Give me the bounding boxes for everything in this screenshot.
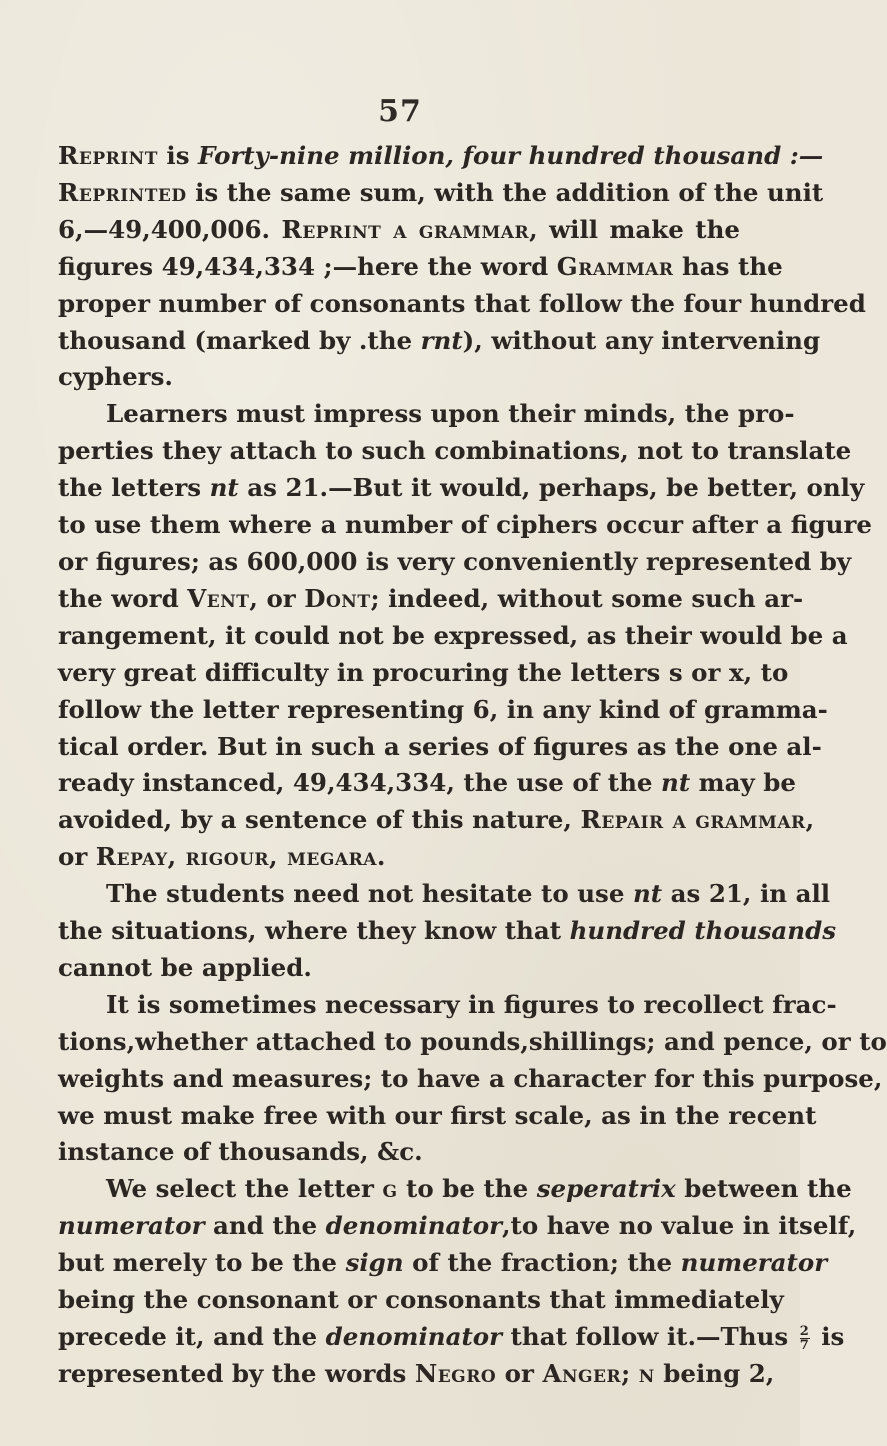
italic-word: numerator bbox=[680, 1248, 828, 1278]
text-line bbox=[58, 175, 824, 212]
text-span: and the bbox=[204, 1211, 326, 1241]
italic-word: numerator bbox=[58, 1211, 205, 1241]
text-span: 6,—49,400,006. bbox=[58, 214, 282, 244]
italic-phrase: Forty-nine million, four hundred thousand :— bbox=[198, 141, 824, 170]
text-line bbox=[58, 913, 837, 950]
text-span: , will make the bbox=[529, 214, 740, 244]
text-span: very great difficulty in procuring the letters s or x, to bbox=[58, 657, 789, 687]
fraction-two-sevenths bbox=[800, 1326, 810, 1351]
text-span: the letters bbox=[58, 473, 210, 503]
text-span: the situations, where they know that bbox=[58, 916, 570, 946]
smallcaps-word: Reprint bbox=[58, 141, 158, 170]
text-span: , bbox=[805, 805, 815, 835]
text-span: is the same sum, with the addition of the unit bbox=[186, 177, 824, 207]
italic-phrase: hundred thousands bbox=[569, 916, 837, 946]
text-span: to use them where a number of ciphers occur after a figure bbox=[58, 510, 872, 540]
text-span: may be bbox=[690, 768, 796, 798]
text-span: is bbox=[157, 141, 199, 170]
text-line bbox=[58, 544, 852, 581]
text-span: ready instanced, 49,434,334, the use of the bbox=[58, 768, 662, 798]
text-line bbox=[58, 839, 740, 876]
text-span: or bbox=[496, 1358, 543, 1388]
text-line bbox=[58, 987, 837, 1024]
text-span: , or bbox=[249, 583, 305, 613]
fraction-numerator: 2 bbox=[799, 1324, 809, 1339]
text-line bbox=[58, 249, 783, 286]
text-line bbox=[58, 802, 815, 839]
text-span: or figures; as 600,000 is very conveniently represented by bbox=[58, 546, 852, 576]
text-span: or bbox=[58, 842, 96, 872]
text-line bbox=[58, 1208, 857, 1245]
text-line bbox=[58, 507, 872, 544]
italic-word: nt bbox=[661, 768, 691, 798]
text-line bbox=[58, 1024, 887, 1061]
smallcaps-phrase: Repair a grammar bbox=[580, 805, 806, 835]
text-line bbox=[58, 359, 740, 396]
text-line bbox=[58, 876, 831, 913]
text-span: Learners must impress upon their minds, the pro- bbox=[106, 399, 795, 429]
text-span: being 2, bbox=[654, 1358, 775, 1388]
text-span: as 21.—But it would, perhaps, be better, only bbox=[238, 473, 865, 503]
smallcaps-phrase: Reprint a grammar bbox=[281, 214, 530, 244]
text-span: that follow it.—Thus bbox=[502, 1322, 797, 1351]
text-line bbox=[58, 396, 795, 433]
smallcaps-letter: n bbox=[638, 1358, 655, 1388]
text-line bbox=[58, 1356, 775, 1393]
text-span: between the bbox=[675, 1174, 852, 1204]
text-span: . bbox=[376, 842, 386, 872]
text-span: being the consonant or consonants that immediately bbox=[58, 1285, 784, 1315]
text-line bbox=[58, 212, 740, 249]
text-line bbox=[58, 655, 789, 692]
text-line bbox=[58, 1245, 828, 1282]
italic-word: sign bbox=[345, 1248, 404, 1278]
text-line bbox=[58, 323, 821, 360]
text-line bbox=[58, 1098, 817, 1135]
italic-word: nt bbox=[632, 879, 663, 909]
page-number: 57 bbox=[378, 94, 422, 129]
text-span: proper number of consonants that follow the four hundred bbox=[58, 288, 866, 318]
text-line bbox=[58, 1134, 740, 1171]
italic-word: denominator bbox=[325, 1211, 502, 1241]
text-line bbox=[58, 729, 822, 766]
text-span: ), without any intervening bbox=[462, 325, 821, 355]
text-span: rangement, it could not be expressed, as their would be a bbox=[58, 620, 848, 650]
text-span: instance of thousands, &c. bbox=[58, 1137, 423, 1167]
smallcaps-word: Grammar bbox=[556, 251, 674, 281]
text-span: tical order. But in such a series of figures as the one al- bbox=[58, 731, 822, 761]
text-span: to be the bbox=[397, 1174, 537, 1204]
smallcaps-word: Vent bbox=[187, 583, 250, 613]
text-span: ; indeed, without some such ar- bbox=[370, 583, 804, 613]
text-span: We select the letter bbox=[106, 1174, 383, 1204]
text-span: ,to have no value in itself, bbox=[501, 1211, 857, 1241]
text-span: The students need not hesitate to use bbox=[106, 879, 633, 909]
smallcaps-word: Anger bbox=[542, 1358, 622, 1388]
text-line bbox=[58, 286, 866, 323]
smallcaps-letter: g bbox=[382, 1174, 398, 1204]
text-line bbox=[58, 470, 865, 507]
text-line bbox=[58, 765, 796, 802]
text-span: but merely to be the bbox=[58, 1248, 346, 1278]
text-span: precede it, and the bbox=[58, 1322, 326, 1351]
text-span: avoided, by a sentence of this nature, bbox=[58, 805, 581, 835]
text-span: perties they attach to such combinations, not to translate bbox=[58, 436, 852, 466]
text-line bbox=[58, 1171, 852, 1208]
text-span: It is sometimes necessary in figures to recollect frac- bbox=[106, 989, 837, 1019]
text-span: as 21, in all bbox=[662, 879, 831, 909]
text-span: cyphers. bbox=[58, 362, 173, 392]
italic-word: denominator bbox=[325, 1322, 503, 1351]
text-line bbox=[58, 1061, 883, 1098]
text-span: is bbox=[812, 1322, 845, 1351]
text-span: has the bbox=[673, 251, 783, 281]
text-span: ; bbox=[621, 1358, 639, 1388]
text-line bbox=[58, 581, 804, 618]
text-span: cannot be applied. bbox=[58, 952, 312, 982]
smallcaps-phrase: Repay, rigour, megara bbox=[95, 842, 377, 872]
fraction-denominator: 7 bbox=[799, 1338, 809, 1353]
text-span: thousand (marked by .the bbox=[58, 325, 421, 355]
text-span: figures 49,434,334 ;—here the word bbox=[58, 251, 557, 281]
text-span: of the fraction; the bbox=[403, 1248, 681, 1278]
text-line bbox=[58, 1319, 845, 1356]
smallcaps-word: Negro bbox=[414, 1358, 497, 1388]
text-span: weights and measures; to have a character for this purpose, bbox=[58, 1063, 883, 1093]
text-line bbox=[58, 433, 852, 470]
text-span: we must make free with our first scale, as in the recent bbox=[58, 1100, 817, 1130]
text-line bbox=[58, 138, 824, 175]
smallcaps-word: Dont bbox=[304, 583, 371, 613]
smallcaps-word: Reprinted bbox=[58, 177, 187, 207]
italic-word: rnt bbox=[420, 325, 463, 355]
body-text bbox=[58, 138, 887, 1393]
text-span: represented by the words bbox=[58, 1358, 415, 1388]
text-line bbox=[58, 692, 828, 729]
text-span: follow the letter representing 6, in any kind of gramma- bbox=[58, 694, 828, 724]
text-line bbox=[58, 618, 848, 655]
italic-word: nt bbox=[209, 473, 239, 503]
text-span: tions,whether attached to pounds,shillings; and pence, or to bbox=[58, 1026, 887, 1056]
text-line bbox=[58, 950, 740, 987]
text-line bbox=[58, 1282, 784, 1319]
text-span: the word bbox=[58, 583, 188, 613]
italic-word: seperatrix bbox=[536, 1174, 676, 1204]
